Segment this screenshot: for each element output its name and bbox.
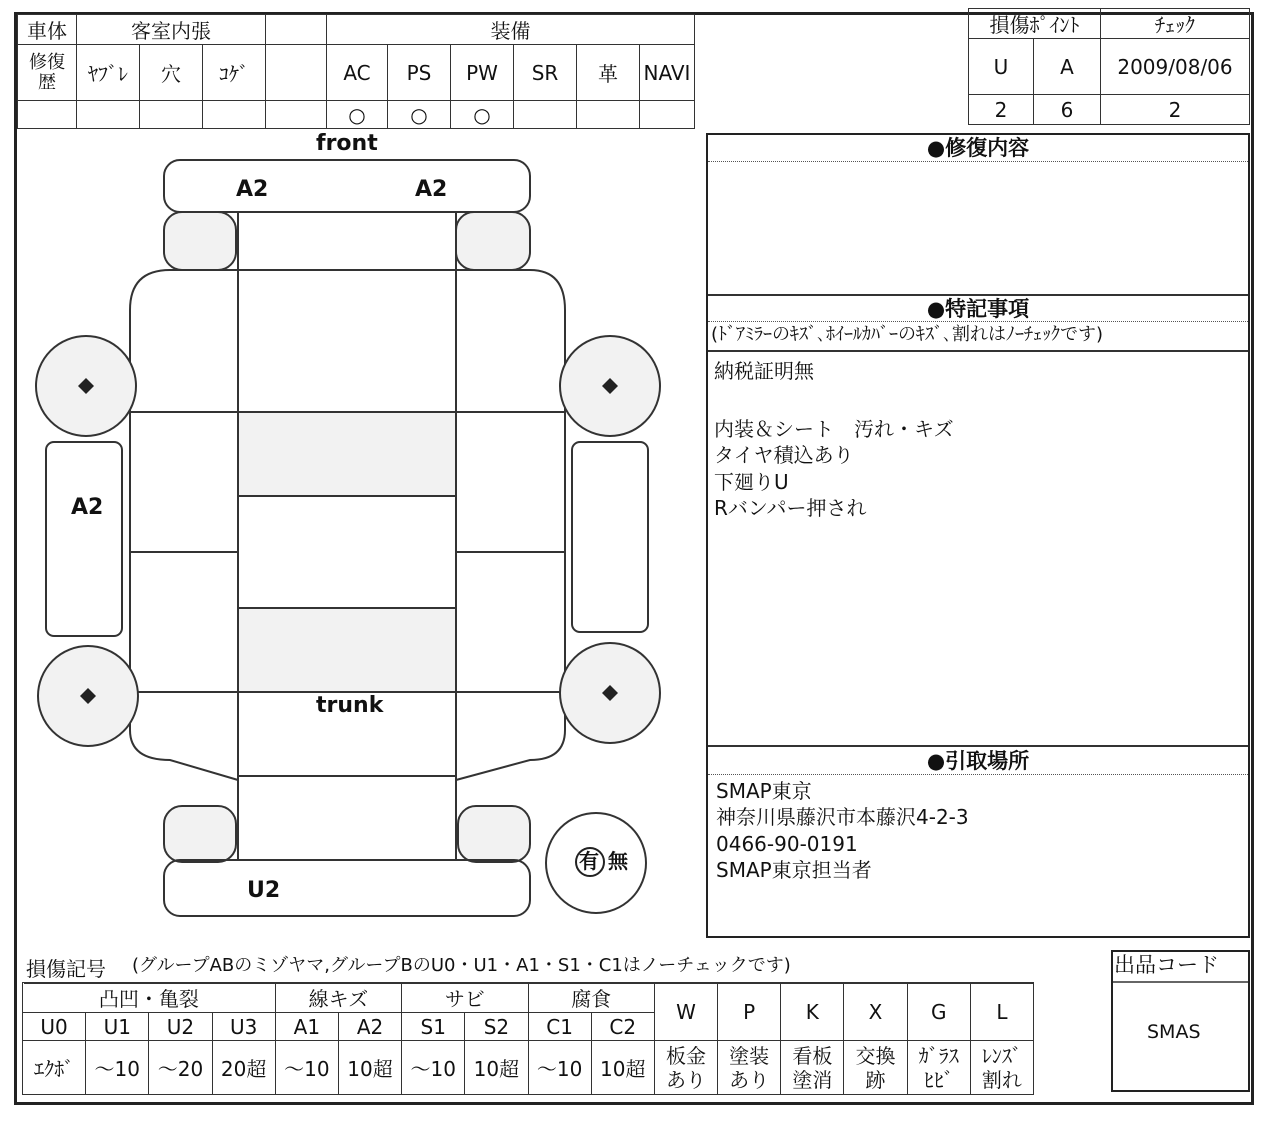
trunk-label: trunk: [316, 693, 384, 718]
meaning-c1: ～10: [528, 1041, 591, 1095]
meaning-w: 板金 あり: [654, 1041, 717, 1095]
notes-sub-divider: [708, 350, 1248, 352]
grade-a: A: [1034, 39, 1101, 95]
code-x: X: [844, 983, 907, 1041]
mark-front-bumper-left: A2: [236, 177, 269, 202]
legend-title: 損傷記号: [26, 957, 106, 981]
navi-mark: [640, 101, 695, 129]
meaning-c2: 10超: [591, 1041, 654, 1095]
code-p: P: [718, 983, 781, 1041]
mark-left-side: A2: [71, 495, 104, 520]
count-check: 2: [1101, 95, 1250, 125]
legend-note: (グループABのミゾヤマ,グループBのU0・U1・A1・S1・C1はノーチェックです): [132, 955, 791, 976]
repair-title: ●修復内容: [708, 134, 1248, 162]
ac-mark: ○: [327, 101, 388, 129]
notes-line-1: 納税証明無: [714, 359, 814, 383]
product-code-value: SMAS: [1147, 1021, 1201, 1043]
equip-leather: 革: [577, 45, 640, 101]
code-l: L: [970, 983, 1033, 1041]
equip-navi: NAVI: [640, 45, 695, 101]
blank-cell: [266, 45, 327, 101]
meaning-u3: 20超: [212, 1041, 275, 1095]
interior-tear: ﾔﾌﾞﾚ: [77, 45, 140, 101]
notes-line-5: 下廻りU: [714, 470, 789, 494]
front-right-fender: [456, 212, 530, 270]
code-a1: A1: [275, 1013, 338, 1041]
check-header: ﾁｪｯｸ: [1101, 9, 1250, 39]
mark-front-bumper-right: A2: [415, 177, 448, 202]
spare-has: 有: [579, 849, 599, 873]
count-a: 6: [1034, 95, 1101, 125]
equipment-table: [17, 14, 695, 129]
legend-group-dent: 凸凹・亀裂: [23, 983, 276, 1013]
front-left-fender: [164, 212, 236, 270]
equip-pw: PW: [451, 45, 514, 101]
pickup-line-3: 0466-90-0191: [716, 832, 858, 856]
score-table: [968, 8, 1250, 125]
code-c2: C2: [591, 1013, 654, 1041]
interior-hole: 穴: [140, 45, 203, 101]
meaning-s1: ～10: [402, 1041, 465, 1095]
meaning-k: 看板 塗消: [781, 1041, 844, 1095]
code-u3: U3: [212, 1013, 275, 1041]
notes-line-4: タイヤ積込あり: [714, 443, 854, 467]
pickup-title: ●引取場所: [708, 747, 1248, 775]
notes-subtitle: (ﾄﾞｱﾐﾗｰのｷｽﾞ､ﾎｲｰﾙｶﾊﾞｰのｷｽﾞ､割れはﾉｰﾁｪｯｸです): [711, 324, 1104, 345]
interior-header: 客室内張: [77, 15, 266, 45]
ps-mark: ○: [388, 101, 451, 129]
code-a2: A2: [338, 1013, 401, 1041]
product-code-divider: [1113, 981, 1248, 983]
sr-mark: [514, 101, 577, 129]
equip-ac: AC: [327, 45, 388, 101]
meaning-u2: ～20: [149, 1041, 212, 1095]
mark-rear-bumper: U2: [247, 878, 281, 903]
notes-line-6: Rバンパー押され: [714, 496, 867, 520]
pickup-line-1: SMAP東京: [716, 779, 812, 803]
repair-history-label: 修復歴: [18, 45, 77, 101]
body-header: 車体: [18, 15, 77, 45]
car-diagram: [30, 130, 680, 930]
meaning-u0: ｴｸﾎﾞ: [23, 1041, 86, 1095]
meaning-p: 塗装 あり: [718, 1041, 781, 1095]
notes-line-3: 内装＆シート 汚れ・キズ: [714, 417, 954, 441]
code-s1: S1: [402, 1013, 465, 1041]
interior-burn: ｺｹﾞ: [203, 45, 266, 101]
rear-right-fender: [458, 806, 530, 862]
hole-value: [140, 101, 203, 129]
windshield: [238, 412, 456, 496]
center-column: [238, 212, 456, 860]
equipment-header: 装備: [327, 15, 695, 45]
rear-left-fender: [164, 806, 236, 862]
code-u1: U1: [86, 1013, 149, 1041]
code-s2: S2: [465, 1013, 528, 1041]
leather-mark: [577, 101, 640, 129]
repair-value: [18, 101, 77, 129]
blank-header: [266, 15, 327, 45]
left-side-step: [46, 442, 122, 636]
equip-ps: PS: [388, 45, 451, 101]
code-g: G: [907, 983, 970, 1041]
legend-table: [22, 982, 1034, 1095]
code-k: K: [781, 983, 844, 1041]
rear-window: [238, 608, 456, 692]
pw-mark: ○: [451, 101, 514, 129]
spare-none: 無: [608, 849, 628, 873]
meaning-u1: ～10: [86, 1041, 149, 1095]
front-label: front: [316, 131, 378, 156]
code-c1: C1: [528, 1013, 591, 1041]
front-bumper: [164, 160, 530, 212]
grade-u: U: [969, 39, 1034, 95]
meaning-a1: ～10: [275, 1041, 338, 1095]
equip-sr: SR: [514, 45, 577, 101]
burn-value: [203, 101, 266, 129]
meaning-g: ｶﾞﾗｽ ﾋﾋﾞ: [907, 1041, 970, 1095]
count-u: 2: [969, 95, 1034, 125]
right-side-step: [572, 442, 648, 632]
pickup-line-4: SMAP東京担当者: [716, 858, 872, 882]
blank-value: [266, 101, 327, 129]
product-code-title: 出品コード: [1114, 953, 1219, 977]
code-w: W: [654, 983, 717, 1041]
check-date: 2009/08/06: [1101, 39, 1250, 95]
notes-title: ●特記事項: [708, 296, 1248, 322]
meaning-x: 交換 跡: [844, 1041, 907, 1095]
meaning-s2: 10超: [465, 1041, 528, 1095]
legend-group-rust: サビ: [402, 983, 528, 1013]
legend-group-corrosion: 腐食: [528, 983, 654, 1013]
meaning-a2: 10超: [338, 1041, 401, 1095]
code-u2: U2: [149, 1013, 212, 1041]
damage-points-header: 損傷ﾎﾟｲﾝﾄ: [969, 9, 1101, 39]
rear-bumper: [164, 860, 530, 916]
meaning-l: ﾚﾝｽﾞ 割れ: [970, 1041, 1033, 1095]
tear-value: [77, 101, 140, 129]
legend-group-scratch: 線キズ: [275, 983, 401, 1013]
pickup-line-2: 神奈川県藤沢市本藤沢4-2-3: [716, 805, 969, 829]
code-u0: U0: [23, 1013, 86, 1041]
